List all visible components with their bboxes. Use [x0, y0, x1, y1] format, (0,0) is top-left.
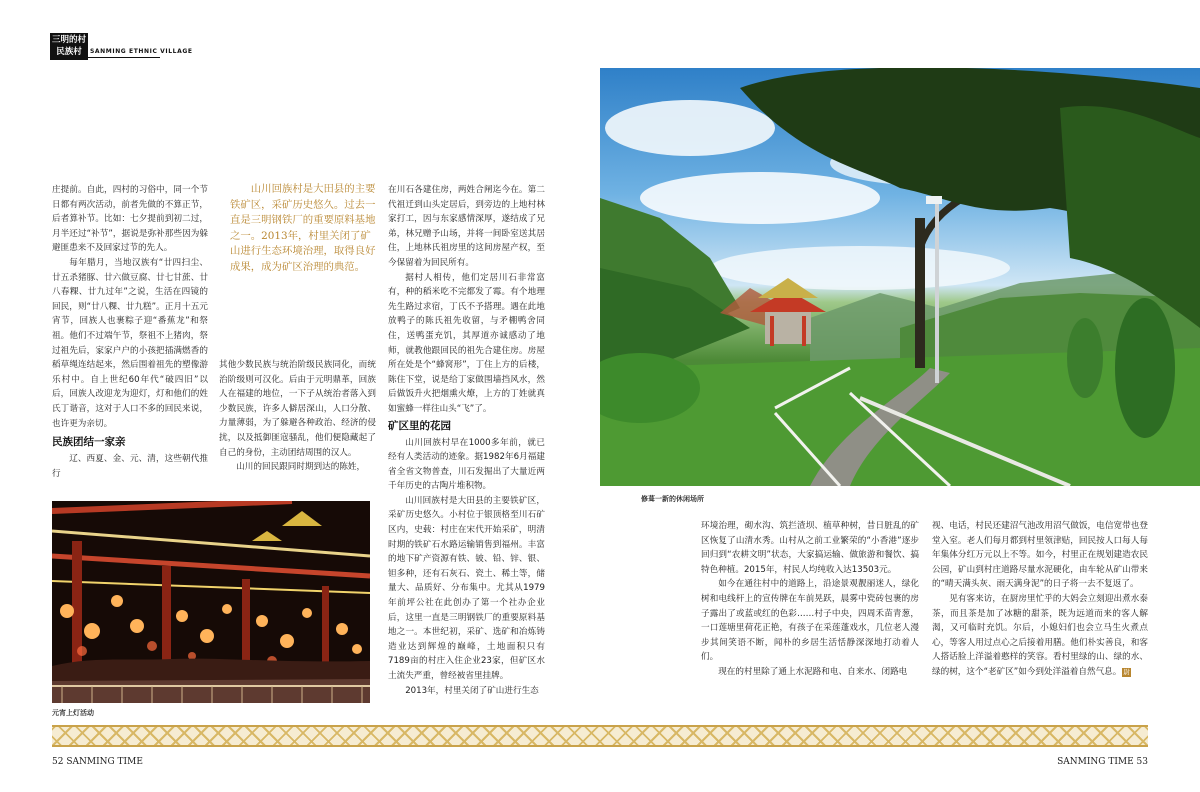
- paragraph: 每年腊月，当地汉族有“廿四扫尘、廿五杀猪豚、廿六做豆腐、廿七甘蔗、廿八春粿、廿九过年”之说，生活在四镜的回民，则“廿八粿、廿九糕”。正月十五元宵节，回族人也裹粽子迎“番蕉龙”和祭祖。他们不过端午节，祭祖不上猪肉，祭过祖先后，家家户户的小孩把插满燃香的稻草绳连结起来，然后围着祖先的塑像游乐村中。自上世纪60年代“破四旧”以后，回族人改迎龙为迎灯，灯和他们的姓氏丁谐音，这对于人口不多的回民来说，也许更为亲切。: [52, 257, 208, 429]
- paragraph: [932, 592, 1148, 680]
- park-photo: [600, 68, 1200, 486]
- section-subtitle: SANMING ETHNIC VILLAGE: [90, 48, 193, 55]
- park-photo-art: [600, 68, 1200, 486]
- section-badge-line2: 民族村: [56, 47, 82, 57]
- paragraph: 其他少数民族与统治阶级民族同化，而统治阶级则可汉化。后由于元明鼎革，回族人在福建的地位，一下子从统治者落入到少数民族，许多人僻居深山，人口分散、力量薄弱，为了躲避各种政治、经济的侵扰，以及抵御匪寇骚乱，他们便隐藏起了自己的身份，主动团结周围的汉人。: [219, 360, 376, 458]
- paragraph: 如今在通往村中的道路上，沿途景观靓丽迷人，绿化树和电线杆上的宣传牌在车前晃跃，晨雾中瓷砖包裹的房子露出了或蓝或红的色彩……村子中央，四周禾苗青葱，一口莲塘里荷花正艳，有孩子在采莲蓬戏水，几位老人漫步其间笑语不断，闻朴的乡居生活恬静深深地打动着人们。: [701, 579, 919, 663]
- paragraph: 现在的村里除了通上水泥路和电、自来水、闭路电: [718, 666, 908, 677]
- page-number-left: 52 SANMING TIME: [52, 757, 143, 767]
- paragraph: 视、电话，村民还建沼气池改用沼气做饭，电信宽带也登堂入室。老人们每月都到村里领津贴，回民按人口每人每年集体分红万元以上不等。如今，村里正在规划建造农民公园，矿山到村庄道路尽量水泥硬化，由车轮从矿山带来的“晴天满头灰、雨天满身泥”的日子将一去不复返了。: [932, 521, 1148, 590]
- text-column-4: [701, 519, 919, 680]
- text-column-3: [388, 183, 545, 698]
- lantern-photo: [52, 501, 370, 703]
- text-column-1: [52, 183, 208, 481]
- subheading: 矿区里的花园: [388, 419, 451, 432]
- ornament-band: [52, 725, 1148, 747]
- paragraph: 辽、西夏、金、元、清，这些朝代推行: [52, 454, 208, 479]
- paragraph: 山川回族村早在1000多年前，就已经有人类活动的迹象。据1982年6月福建省全省文物普查，川石发掘出了大量近两千年历史的古陶片堆积物。: [388, 437, 545, 492]
- park-photo-caption: 修葺一新的休闲场所: [641, 495, 704, 503]
- subheading: 民族团结一家亲: [52, 436, 126, 449]
- section-badge: [50, 33, 88, 60]
- page-number-right: SANMING TIME 53: [1057, 757, 1148, 767]
- paragraph: 庄提前。自此，四村的习俗中，同一个节日都有两次活动，前者先做的不算正节，后者算补节。比如：七夕提前到初二过，月半还过“补节”，据说是弥补那些因为躲避匪患来不及回家过节的先人。: [52, 185, 208, 254]
- paragraph: 山川回族村是大田县的主要铁矿区，采矿历史悠久。小村位于银顶格至川石矿区内，史载：村庄在宋代开始采矿，明清时期的铁矿石水路运输销售到福州。丰富的地下矿产资源有铁、铍、铅、锌、银、钽多种，还有石灰石、瓷土、稀土等，储量大、品质好、分布集中。尤其从1979年前坪公社在此创办了第一个社办企业后，这里一直是三明钢铁厂的重要原料基地之一。本世纪初，采矿、选矿和冶炼铸造业达到辉煌的巅峰，土地面积只有7189亩的村庄入住企业23家，但矿区水土流失严重，曾经被省里挂牌。: [388, 495, 545, 681]
- section-badge-line1: 三明的村: [51, 35, 86, 45]
- text-column-2: [219, 358, 376, 475]
- paragraph: 在川石各建住房，两姓合闸迄今在。第二代祖迁到山头定居后，到旁边的上地村林家打工，因与东家感情深厚，遂结成了兄弟，林兄赠予山场，并将一间卧室送其居住，上地林氏祖房里的这间房屋产权，至今保留着为回民所有。: [388, 185, 545, 268]
- paragraph: 2013年，村里关闭了矿山进行生态: [405, 685, 539, 696]
- paragraph: 山川的回民跟同时期到达的陈姓，: [236, 462, 366, 473]
- lantern-photo-caption: 元宵上灯活动: [52, 709, 94, 717]
- paragraph-text: 见有客来访，在厨房里忙乎的大妈会立刻迎出煮水泰茶，而且茶是加了冰糖的甜茶，既为远道而来的客人解渴，又可临时充饥。尔后，小媳妇们也会立马生火煮点心，等客人用过点心之后接着用膳。他们朴实善良，和客人搭话脸上洋溢着憨样的笑容。看村里绿的山、绿的水、绿的树，这个“老矿区”如今到处洋溢着自然气息。: [932, 593, 1148, 677]
- lantern-photo-art: [52, 501, 370, 703]
- pull-quote: [230, 182, 378, 276]
- paragraph: 环境治理，砌水沟、筑拦渣坝、植草种树，昔日脏乱的矿区恢复了山清水秀。山村从之前工业繁荣的“小香港”逐步回归到“农耕文明”状态，大家搞运输、做旅游和餐饮、搞特色种植。2015年，村民人均纯收入达13503元。: [701, 521, 919, 575]
- pull-quote-text: 山川回族村是大田县的主要铁矿区，采矿历史悠久。过去一直是三明钢铁厂的重要原料基地之一。2013年，村里关闭了矿山进行生态环境治理，取得良好成果，成为矿区治理的典范。: [230, 183, 376, 273]
- text-column-5: [932, 519, 1148, 680]
- header-rule: [88, 57, 160, 58]
- paragraph: 据村人相传，他们定居川石非常富有，种的稻米吃不完都发了霉。有个地理先生路过求宿，丁氏不予搭理。遇在此地放鸭子的陈氏祖先收留，与矛棚鸭舍同住，送鸭蛋充饥，其厚道亦诚感动了地师，就教他跟回民的祖先合建住房。房屋所在处是个“蜂窝形”，丁住上方的后楼，陈住下堂，说是给丁家做围墙挡风水，然后做饭升火把烟熏火燎，上方的丁姓就真如蜜蜂一样往山头“飞”了。: [388, 272, 545, 414]
- end-mark: 尉: [1123, 667, 1130, 676]
